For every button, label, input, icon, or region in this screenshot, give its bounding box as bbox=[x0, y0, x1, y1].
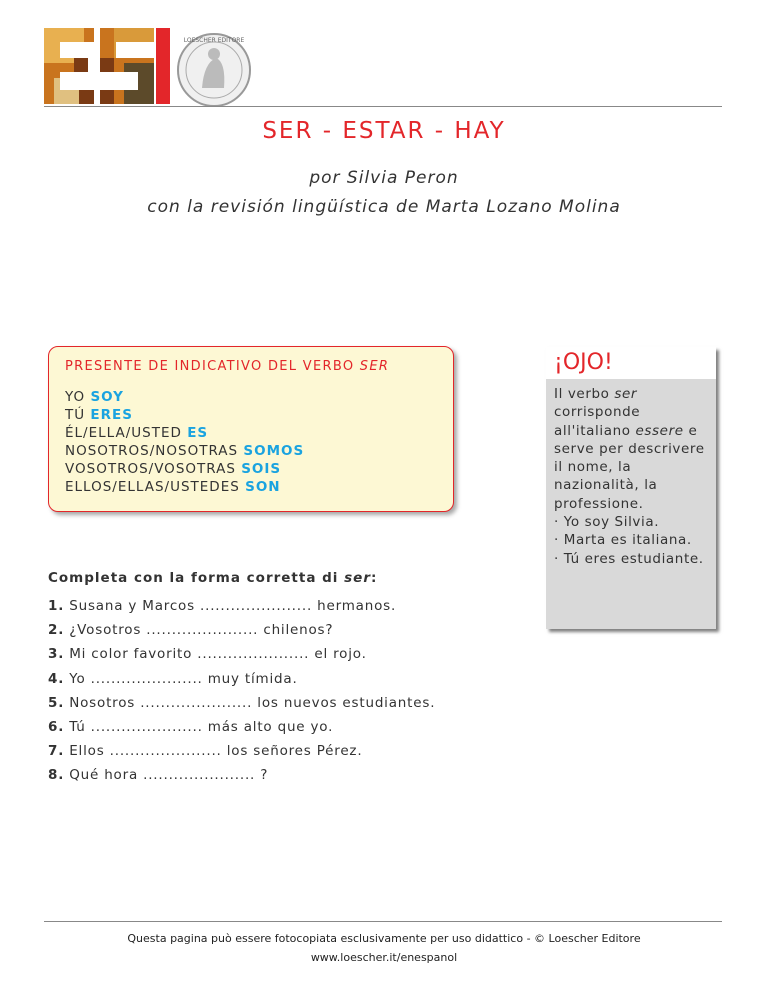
ojo-note-box bbox=[546, 347, 716, 629]
exercise-item: 5. Nosotros ...................... los nuevos estudiantes. bbox=[48, 694, 436, 711]
author-line: por Silvia Peron bbox=[309, 168, 459, 188]
conjugation-row: YO SOY bbox=[65, 389, 124, 405]
exercise-item: 2. ¿Vosotros ...................... chilenos? bbox=[48, 622, 334, 639]
top-divider bbox=[44, 106, 722, 107]
bottom-divider bbox=[44, 921, 722, 922]
exercise-heading: Completa con la forma corretta di ser: bbox=[48, 570, 378, 586]
exercise-item: 4. Yo ...................... muy tímida. bbox=[48, 670, 298, 687]
reviewer-line: con la revisión lingüística de Marta Lozano Molina bbox=[147, 197, 621, 217]
logo-seal-text: LOESCHER EDITORE bbox=[183, 37, 245, 44]
conjugation-row: ELLOS/ELLAS/USTEDES SON bbox=[65, 479, 281, 495]
footer-copyright: Questa pagina può essere fotocopiata esclusivamente per uso didattico - © Loescher Editore bbox=[127, 932, 641, 945]
page-title: SER - ESTAR - HAY bbox=[262, 118, 506, 144]
logo bbox=[44, 18, 254, 108]
exercise-item: 1. Susana y Marcos ...................... hermanos. bbox=[48, 598, 397, 614]
exercise-item: 6. Tú ...................... más alto que yo. bbox=[48, 718, 334, 735]
exercise bbox=[48, 570, 435, 788]
conjugation-heading: PRESENTE DE INDICATIVO DEL VERBO SER bbox=[65, 359, 390, 374]
ojo-example: · Yo soy Silvia. bbox=[554, 514, 660, 531]
ojo-heading: ¡OJO! bbox=[546, 347, 716, 379]
conjugation-row: TÚ ERES bbox=[65, 407, 133, 423]
ojo-body: Il verbo ser corrisponde all'italiano essere e serve per descrivere il nome, la nazionalità, la professione. · Yo soy Silvia. · Marta es italiana. · Tú eres estudiante. bbox=[546, 379, 716, 574]
footer-link[interactable]: www.loescher.it/enespanol bbox=[310, 951, 458, 964]
conjugation-row: NOSOTROS/NOSOTRAS SOMOS bbox=[65, 443, 305, 459]
conjugation-box bbox=[48, 346, 454, 512]
conjugation-row: VOSOTROS/VOSOTRAS SOIS bbox=[65, 461, 282, 477]
exercise-item: 3. Mi color favorito ...................... el rojo. bbox=[48, 646, 367, 663]
exercise-item: 7. Ellos ...................... los señores Pérez. bbox=[48, 743, 363, 760]
ojo-example: · Marta es italiana. bbox=[554, 532, 692, 549]
exercise-item: 8. Qué hora ...................... ? bbox=[48, 767, 269, 784]
ojo-example: · Tú eres estudiante. bbox=[554, 550, 704, 567]
conjugation-row: ÉL/ELLA/USTED ES bbox=[65, 425, 209, 441]
